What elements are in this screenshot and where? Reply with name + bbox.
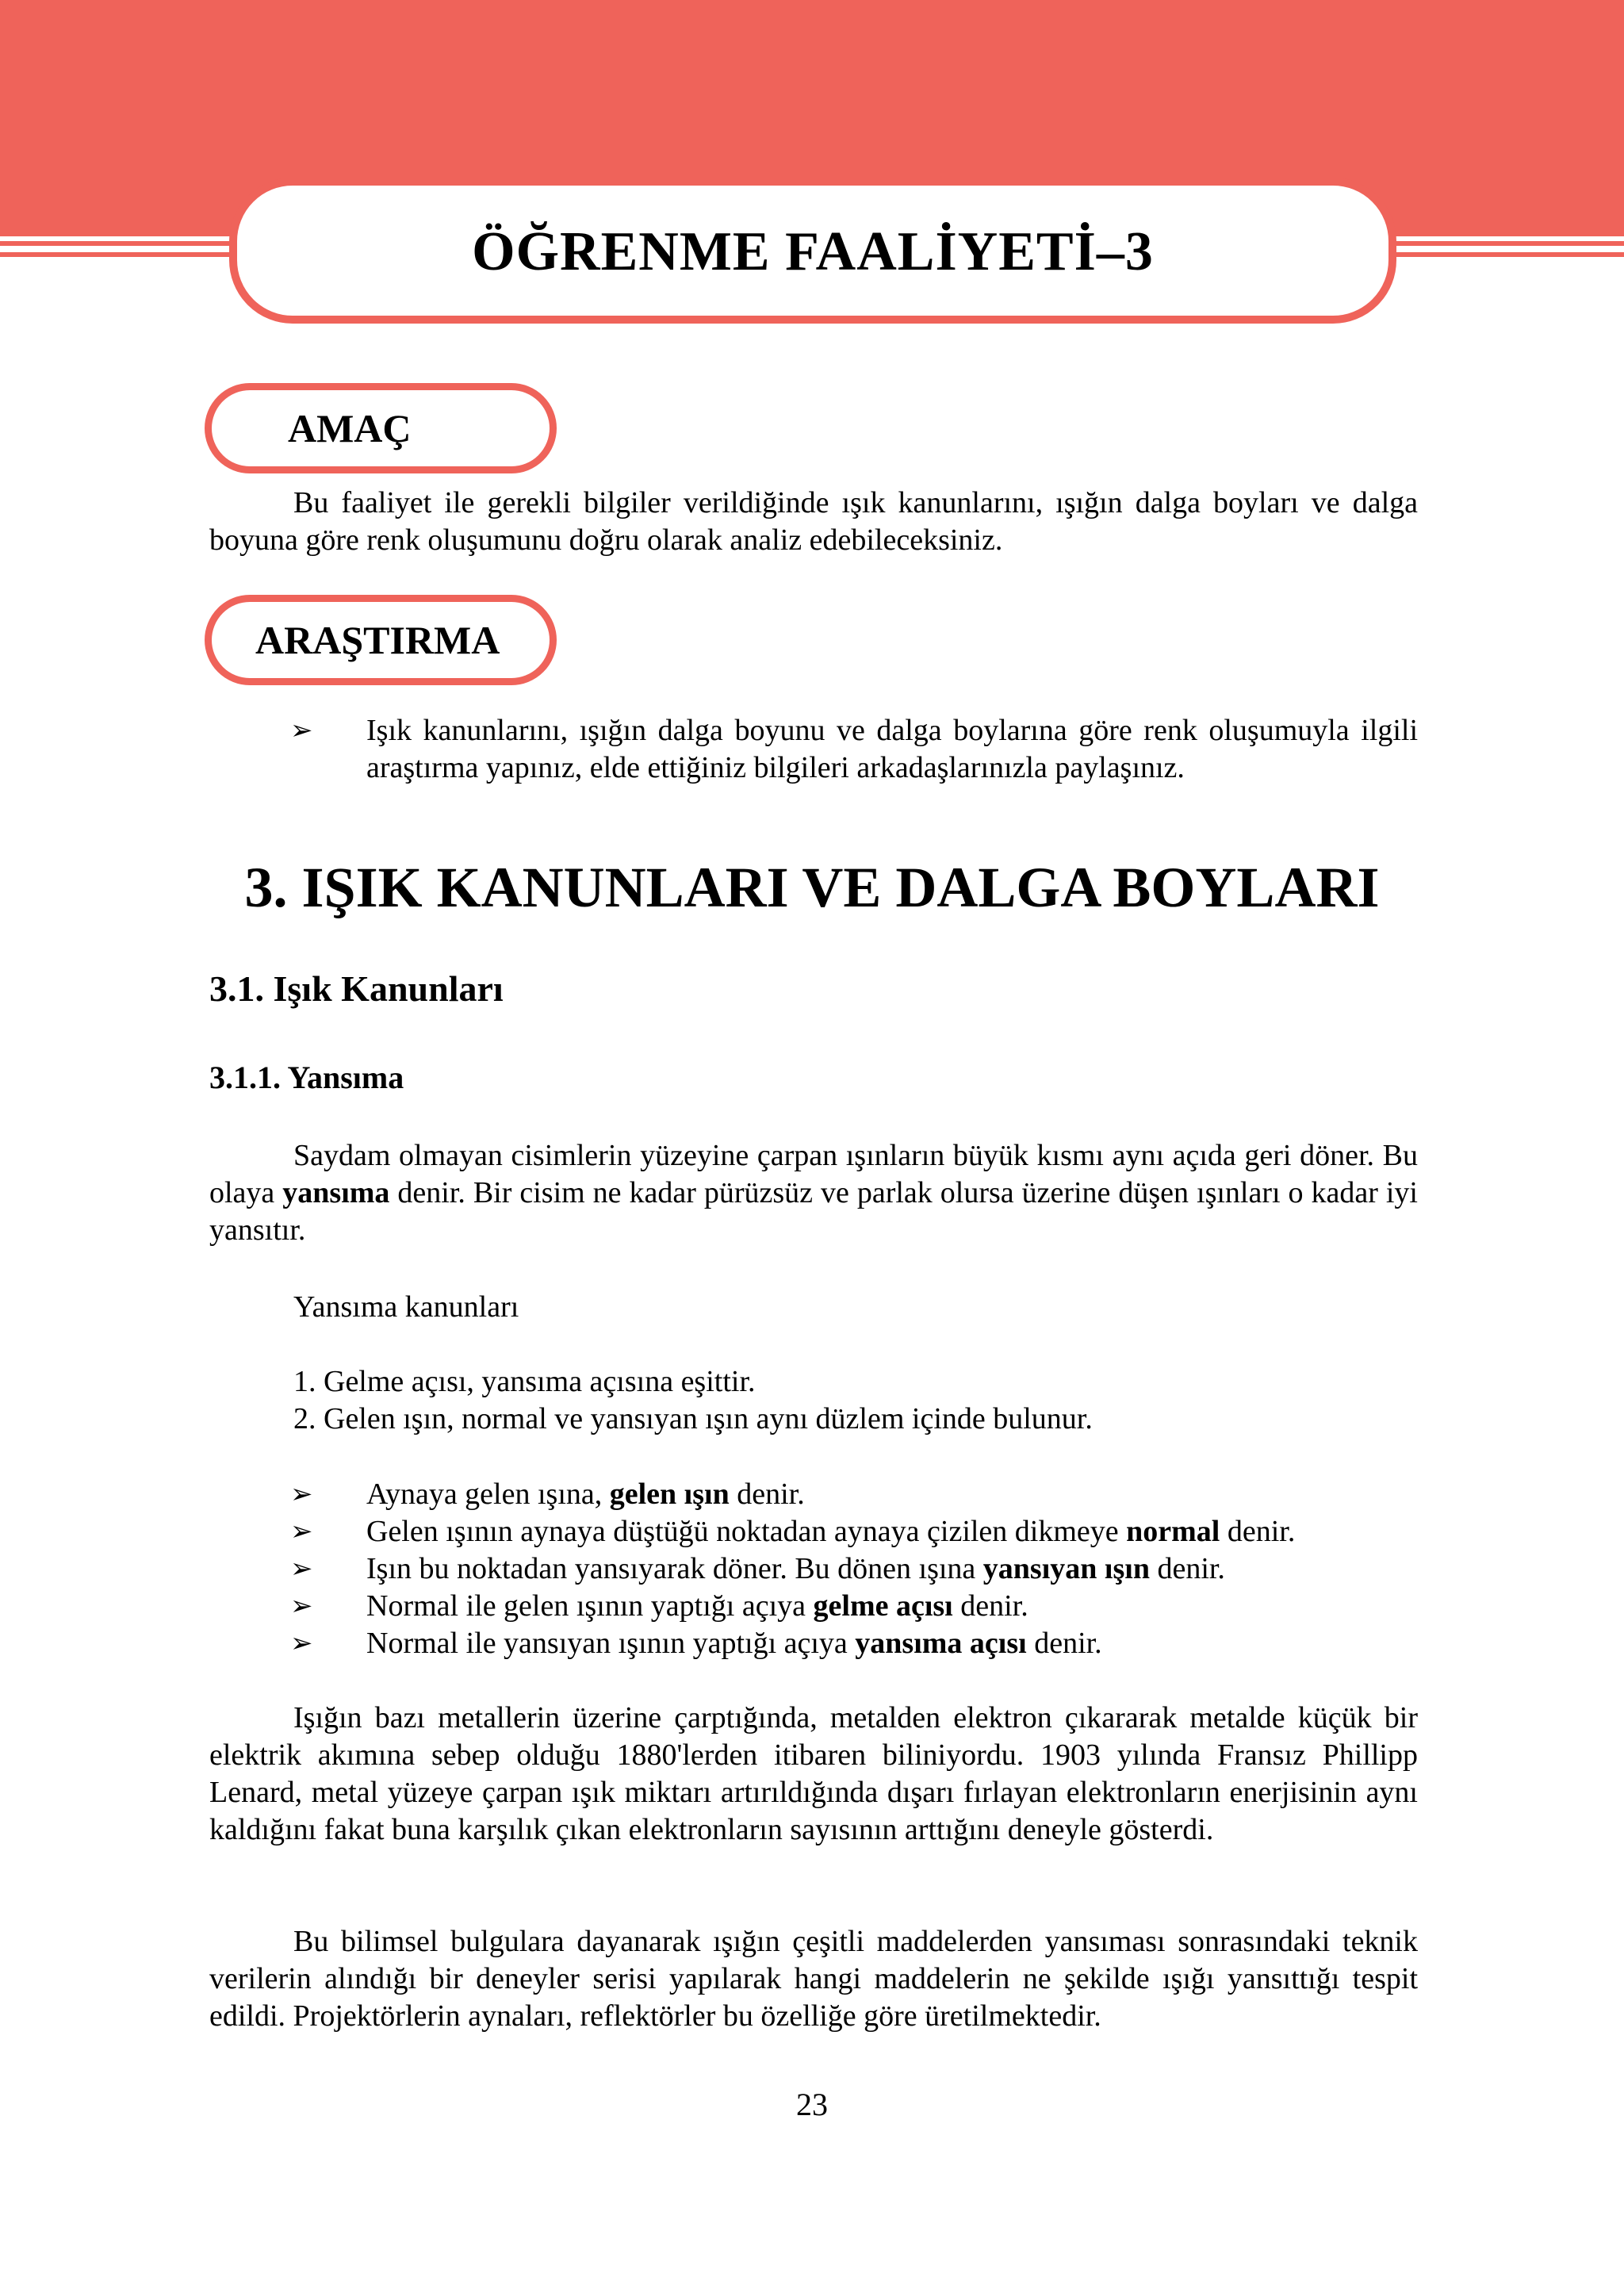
arrow-bullet-icon: ➢: [290, 1627, 313, 1659]
arastirma-bullet-text: Işık kanunlarını, ışığın dalga boyunu ve dalga boylarına göre renk oluşumuyla ilgili araştırma yapınız, elde ettiğiniz bilgileri arkadaşlarınızla paylaşınız.: [366, 714, 1418, 784]
yansima-intro-paragraph: [209, 1137, 1418, 1249]
lenard-paragraph: Işığın bazı metallerin üzerine çarptığında, metalden elektron çıkararak metalde küçük bir elektrik akımına sebep olduğu 1880'lerden itibaren biliniyordu. 1903 yılında Fransız Phillipp Lenard, metal yüzeye çarpan ışık miktarı artırıldığında dışarı fırlayan elektronların enerjisinin aynı kaldığını fakat buna karşılık çıkan elektronların sayısının arttığını deneyle gösterdi.: [209, 1701, 1418, 1846]
arastirma-label: ARAŞTIRMA: [255, 618, 500, 662]
laws-heading: Yansıma kanunları: [293, 1290, 519, 1324]
law-item-2: 2. Gelen ışın, normal ve yansıyan ışın aynı düzlem içinde bulunur.: [293, 1402, 1093, 1435]
definition-text: denir.: [729, 1478, 805, 1511]
amac-label: AMAÇ: [288, 406, 412, 450]
definition-text: denir.: [1149, 1552, 1225, 1585]
arrow-bullet-icon: ➢: [290, 1516, 313, 1547]
definition-term: yansıma açısı: [855, 1627, 1027, 1660]
definition-text: Aynaya gelen ışına,: [366, 1478, 610, 1511]
activity-banner: [229, 178, 1396, 324]
section-title: 3. IŞIK KANUNLARI VE DALGA BOYLARI: [244, 856, 1380, 919]
definition-text: Normal ile gelen ışının yaptığı açıya: [366, 1589, 814, 1623]
definition-text: Işın bu noktadan yansıyarak döner. Bu dönen ışına: [366, 1552, 983, 1585]
definition-text: denir.: [952, 1589, 1028, 1623]
activity-title: ÖĞRENME FAALİYETİ–3: [472, 221, 1154, 282]
definition-text: Gelen ışının aynaya düştüğü noktadan aynaya çizilen dikmeye: [366, 1515, 1127, 1548]
arrow-bullet-icon: ➢: [290, 1553, 313, 1585]
arastirma-label-box: [205, 595, 557, 685]
arrow-bullet-icon: ➢: [290, 1478, 313, 1510]
definition-text: denir.: [1026, 1627, 1102, 1660]
definition-text: Normal ile yansıyan ışının yaptığı açıya: [366, 1627, 856, 1660]
amac-label-box: [205, 383, 557, 473]
intro-term-yansima: yansıma: [282, 1176, 390, 1209]
definition-term: yansıyan ışın: [982, 1552, 1150, 1585]
arrow-bullet-icon: ➢: [290, 715, 313, 746]
definition-term: gelme açısı: [813, 1589, 953, 1623]
law-item-1: 1. Gelme açısı, yansıma açısına eşittir.: [293, 1365, 756, 1398]
page-number: 23: [796, 2087, 828, 2122]
definition-term: gelen ışın: [609, 1478, 730, 1511]
definition-term: normal: [1126, 1515, 1220, 1548]
intro-text-part1: Saydam olmayan cisimlerin yüzeyine çarpan ışınların büyük kısmı aynı açıda geri döner. Bu olaya: [209, 1139, 1418, 1209]
findings-paragraph: Bu bilimsel bulgulara dayanarak ışığın çeşitli maddelerden yansıması sonrasındaki teknik verilerin alındığı bir deneyler serisi yapılarak hangi maddelerin ne şekilde ışığı yansıttığı tespit edildi. Projektörlerin aynaları, reflektörler bu özelliğe göre üretilmektedir.: [209, 1925, 1418, 2033]
amac-text: Bu faaliyet ile gerekli bilgiler verildiğinde ışık kanunlarını, ışığın dalga boyları ve dalga boyuna göre renk oluşumunu doğru olarak analiz edebileceksiniz.: [209, 486, 1418, 557]
subsection-title: 3.1. Işık Kanunları: [209, 968, 504, 1009]
definition-text: denir.: [1220, 1515, 1296, 1548]
arrow-bullet-icon: ➢: [290, 1590, 313, 1622]
subsubsection-title: 3.1.1. Yansıma: [209, 1060, 404, 1095]
intro-text-part2: denir. Bir cisim ne kadar pürüzsüz ve parlak olursa üzerine düşen ışınları o kadar iyi yansıtır.: [209, 1176, 1418, 1247]
